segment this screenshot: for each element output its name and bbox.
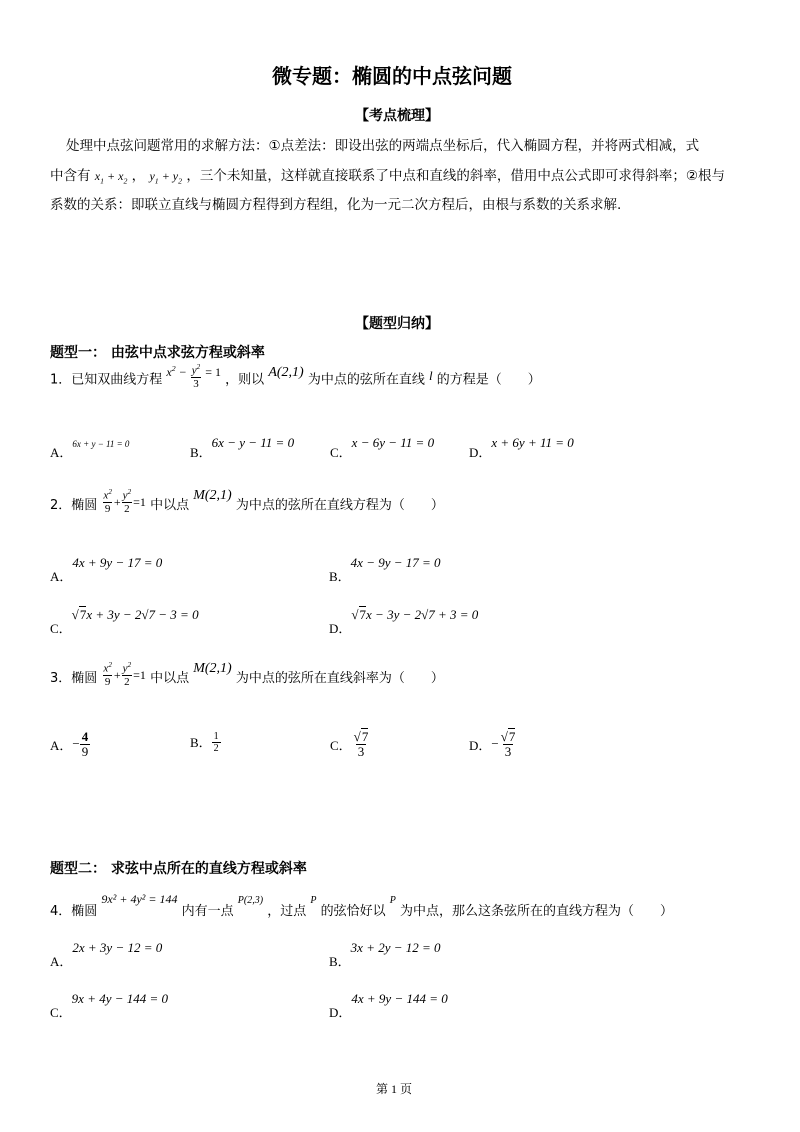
type1-heading: 题型一： 由弦中点求弦方程或斜率	[50, 345, 265, 361]
type2-heading: 题型二： 求弦中点所在的直线方程或斜率	[50, 861, 307, 877]
q2-option-d-text: √7x − 3y − 2√7 + 3 = 0	[351, 607, 479, 622]
q4-point: P(2,3)	[237, 895, 264, 906]
page-title: 微专题：椭圆的中点弦问题	[272, 64, 512, 88]
q4-option-c[interactable]	[50, 988, 169, 1020]
q4-option-d-text: 4x + 9y − 144 = 0	[351, 991, 448, 1006]
option-label: A．	[50, 954, 73, 969]
option-label: C．	[330, 445, 352, 460]
q2-option-c[interactable]	[50, 604, 199, 636]
question-1	[50, 363, 541, 394]
q1-option-a[interactable]	[50, 432, 130, 460]
q2-option-d-rest: x − 3y − 2√7 + 3 = 0	[366, 607, 479, 622]
q2-ellipse-equation: $\frac{x^2}{9}$ + $\frac{y^2}{2}$ =1	[103, 488, 146, 516]
q1-stem-start: 1．已知双曲线方程	[50, 372, 163, 388]
q3-option-d-fraction: $\frac{√7}{3}$	[500, 729, 516, 760]
q4-stem-mid3: 的弦恰好以	[320, 904, 386, 919]
option-label: A．	[50, 569, 73, 584]
q4-ellipse-equation: 9x² + 4y² = 144	[101, 892, 178, 906]
q2-option-a[interactable]	[50, 552, 163, 584]
q4-stem-mid2: ，过点	[267, 904, 307, 919]
q4-p2: P	[389, 895, 396, 906]
option-label: C．	[50, 621, 72, 636]
q4-option-b-text: 3x + 2y − 12 = 0	[350, 940, 441, 955]
paragraph-line-2	[50, 164, 725, 185]
q1-option-b-text: 6x − y − 11 = 0	[211, 435, 295, 450]
q4-option-a-text: 2x + 3y − 12 = 0	[72, 940, 163, 955]
option-label: C．	[330, 737, 352, 753]
q4-option-a[interactable]	[50, 937, 163, 969]
option-label: B．	[329, 954, 351, 969]
math-y-sum: $y_1 + y_2$	[149, 169, 183, 186]
option-label: A．	[50, 737, 73, 753]
q3-point: M(2,1)	[193, 661, 232, 676]
q4-option-b[interactable]	[329, 937, 441, 969]
q3-stem-start: 3．椭圆	[50, 671, 98, 686]
q1-option-a-text: 6x + y − 11 = 0	[72, 439, 130, 449]
q3-option-b[interactable]	[190, 730, 221, 754]
q3-option-c[interactable]	[330, 730, 370, 760]
para2-comma: ，	[131, 168, 146, 184]
q2-option-c-rest: x + 3y − 2√7 − 3 = 0	[86, 607, 199, 622]
q3-option-b-fraction: $\frac{1}{2}$	[213, 730, 219, 754]
q1-point: A(2,1)	[268, 364, 304, 380]
q3-stem-end: 为中点的弦所在直线斜率为（ ）	[235, 671, 444, 686]
q2-stem-mid: 中以点	[150, 498, 190, 513]
option-label: A．	[50, 445, 73, 460]
q1-option-d[interactable]	[469, 432, 574, 460]
q4-stem-start: 4．椭圆	[50, 904, 98, 919]
q3-option-c-fraction: $\frac{√7}{3}$	[353, 729, 369, 760]
paragraph-line-3: 系数的关系：即联立直线与椭圆方程得到方程组，化为一元二次方程后，由根与系数的关系求解.	[50, 197, 622, 213]
question-4	[50, 888, 674, 919]
q3-option-a-fraction: $\frac{4}{9}$	[81, 729, 89, 760]
q4-option-d[interactable]	[329, 988, 448, 1020]
q4-option-c-text: 9x + 4y − 144 = 0	[71, 991, 169, 1006]
section-types-heading: 【题型归纳】	[355, 316, 439, 332]
q1-option-c[interactable]	[330, 432, 435, 460]
q4-p1: P	[310, 895, 317, 906]
option-label: D．	[469, 737, 492, 753]
q4-stem-end: 为中点，那么这条弦所在的直线方程为（ ）	[400, 904, 674, 919]
q1-option-c-text: x − 6y − 11 = 0	[351, 435, 435, 450]
q2-stem-end: 为中点的弦所在直线方程为（ ）	[235, 498, 444, 513]
page-footer: 第 1 页	[376, 1082, 413, 1096]
q2-option-a-text: 4x + 9y − 17 = 0	[72, 555, 163, 570]
section-review-heading: 【考点梳理】	[355, 108, 439, 124]
paragraph-line-1: 处理中点弦问题常用的求解方法：①点差法：即设出弦的两端点坐标后，代入椭圆方程，并将两式相减，式	[66, 138, 700, 154]
q2-option-b-text: 4x − 9y − 17 = 0	[350, 555, 441, 570]
q1-stem-mid: ，则以	[225, 372, 265, 388]
option-label: B．	[329, 569, 351, 584]
q2-point: M(2,1)	[193, 488, 232, 503]
question-2	[50, 484, 444, 515]
question-3	[50, 657, 444, 688]
q2-stem-start: 2．椭圆	[50, 498, 98, 513]
option-label: B．	[190, 445, 212, 460]
q3-option-a[interactable]: A．− $\frac{4}{9}$	[50, 729, 89, 760]
option-label: B．	[190, 735, 212, 750]
option-label: C．	[50, 1005, 72, 1020]
q3-stem-mid: 中以点	[150, 671, 190, 686]
q1-option-b[interactable]	[190, 432, 295, 460]
q1-line-l: l	[429, 367, 433, 383]
q1-hyperbola-equation: $x^2$ − $\frac{y^2}{3}$ = 1	[166, 363, 222, 390]
q1-option-d-text: x + 6y + 11 = 0	[491, 435, 574, 450]
q2-option-d[interactable]	[329, 604, 479, 636]
para2-prefix: 中含有	[50, 168, 91, 184]
q3-ellipse-equation: $\frac{x^2}{9}$ + $\frac{y^2}{2}$ =1	[103, 661, 146, 689]
option-label: D．	[329, 1005, 352, 1020]
q2-option-b[interactable]	[329, 552, 441, 584]
option-label: D．	[329, 621, 352, 636]
option-label: D．	[469, 445, 492, 460]
q4-stem-mid: 内有一点	[181, 904, 234, 919]
q2-option-c-text: √7x + 3y − 2√7 − 3 = 0	[71, 607, 199, 622]
para2-suffix: ，三个未知量，这样就直接联系了中点和直线的斜率，借用中点公式即可求得斜率；②根与	[186, 168, 725, 184]
q1-stem-end: 的方程是（ ）	[436, 372, 541, 388]
q1-stem-mid2: 为中点的弦所在直线	[307, 372, 425, 388]
q3-option-d[interactable]: D．− $\frac{√7}{3}$	[469, 729, 516, 760]
math-x-sum: $x_1 + x_2$	[94, 169, 128, 186]
